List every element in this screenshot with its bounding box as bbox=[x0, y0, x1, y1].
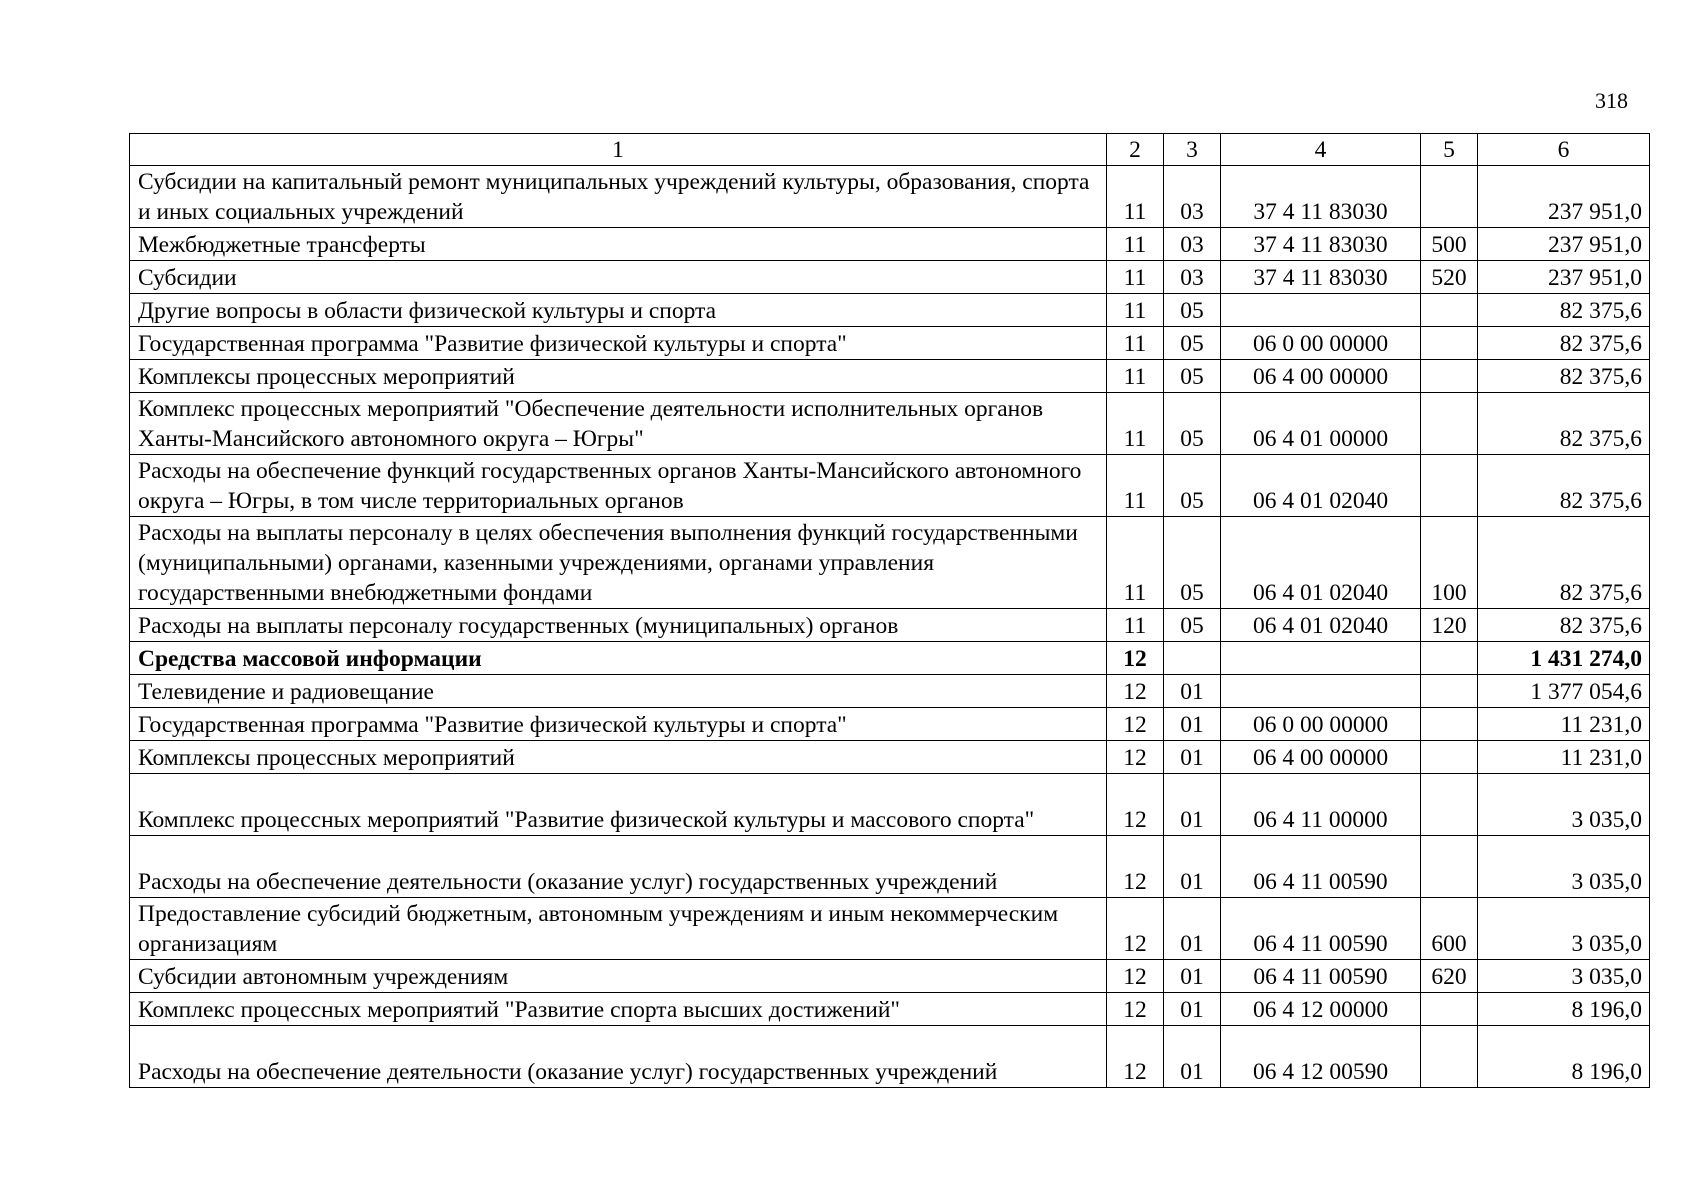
table-row bbox=[130, 960, 1650, 993]
target-article-code-cell bbox=[1221, 675, 1421, 708]
section-code-cell: 12 bbox=[1107, 993, 1164, 1026]
item-name-cell: Комплекс процессных мероприятий "Обеспечение деятельности исполнительных органов Ханты-Мансийского автономного округа – Югры" bbox=[130, 393, 1107, 455]
section-code-cell: 12 bbox=[1107, 1026, 1164, 1088]
table-row bbox=[130, 360, 1650, 393]
expense-type-code-cell: 520 bbox=[1421, 261, 1478, 294]
section-code-cell: 12 bbox=[1107, 741, 1164, 774]
page-number: 318 bbox=[1595, 88, 1628, 113]
subsection-code-cell: 05 bbox=[1164, 294, 1221, 327]
subsection-code-cell: 01 bbox=[1164, 741, 1221, 774]
expense-type-code-cell bbox=[1421, 642, 1478, 675]
header-col-1: 1 bbox=[130, 134, 1107, 166]
amount-cell: 8 196,0 bbox=[1478, 993, 1650, 1026]
target-article-code-cell: 37 4 11 83030 bbox=[1221, 228, 1421, 261]
item-name-cell: Государственная программа "Развитие физической культуры и спорта" bbox=[130, 327, 1107, 360]
subsection-code-cell: 01 bbox=[1164, 1026, 1221, 1088]
subsection-code-cell: 01 bbox=[1164, 675, 1221, 708]
amount-cell: 8 196,0 bbox=[1478, 1026, 1650, 1088]
item-name-cell: Комплексы процессных мероприятий bbox=[130, 741, 1107, 774]
header-col-3: 3 bbox=[1164, 134, 1221, 166]
amount-cell: 3 035,0 bbox=[1478, 774, 1650, 836]
section-code-cell: 12 bbox=[1107, 960, 1164, 993]
section-code-cell: 11 bbox=[1107, 360, 1164, 393]
target-article-code-cell: 06 4 11 00590 bbox=[1221, 898, 1421, 960]
item-name-cell: Государственная программа "Развитие физической культуры и спорта" bbox=[130, 708, 1107, 741]
amount-cell: 1 377 054,6 bbox=[1478, 675, 1650, 708]
amount-cell: 82 375,6 bbox=[1478, 393, 1650, 455]
subsection-code-cell: 01 bbox=[1164, 960, 1221, 993]
expense-type-code-cell bbox=[1421, 294, 1478, 327]
table-row bbox=[130, 455, 1650, 517]
section-code-cell: 11 bbox=[1107, 327, 1164, 360]
section-code-cell: 11 bbox=[1107, 609, 1164, 642]
amount-cell: 82 375,6 bbox=[1478, 609, 1650, 642]
target-article-code-cell: 06 4 11 00590 bbox=[1221, 836, 1421, 898]
subsection-code-cell: 01 bbox=[1164, 836, 1221, 898]
item-name-cell: Расходы на выплаты персоналу в целях обеспечения выполнения функций государственными (муниципальными) органами, казенными учреждениями, органами управления государственными внебюджетными фондами bbox=[130, 517, 1107, 609]
amount-cell: 3 035,0 bbox=[1478, 836, 1650, 898]
expense-type-code-cell bbox=[1421, 836, 1478, 898]
item-name-cell: Расходы на обеспечение деятельности (оказание услуг) государственных учреждений bbox=[130, 836, 1107, 898]
table-body bbox=[130, 166, 1650, 1088]
header-col-4: 4 bbox=[1221, 134, 1421, 166]
item-name-cell: Средства массовой информации bbox=[130, 642, 1107, 675]
table-row bbox=[130, 993, 1650, 1026]
section-code-cell: 11 bbox=[1107, 294, 1164, 327]
subsection-code-cell: 01 bbox=[1164, 774, 1221, 836]
subsection-code-cell: 01 bbox=[1164, 993, 1221, 1026]
header-row bbox=[130, 134, 1650, 166]
expense-type-code-cell: 620 bbox=[1421, 960, 1478, 993]
target-article-code-cell: 06 4 01 02040 bbox=[1221, 455, 1421, 517]
item-name-cell: Субсидии bbox=[130, 261, 1107, 294]
expense-type-code-cell bbox=[1421, 1026, 1478, 1088]
amount-cell: 237 951,0 bbox=[1478, 166, 1650, 228]
expense-type-code-cell bbox=[1421, 741, 1478, 774]
subsection-code-cell: 05 bbox=[1164, 327, 1221, 360]
subsection-code-cell: 05 bbox=[1164, 517, 1221, 609]
table-row bbox=[130, 228, 1650, 261]
table-row bbox=[130, 517, 1650, 609]
expense-type-code-cell: 500 bbox=[1421, 228, 1478, 261]
section-code-cell: 11 bbox=[1107, 228, 1164, 261]
target-article-code-cell: 06 0 00 00000 bbox=[1221, 708, 1421, 741]
header-col-6: 6 bbox=[1478, 134, 1650, 166]
expense-type-code-cell bbox=[1421, 774, 1478, 836]
table-row bbox=[130, 166, 1650, 228]
target-article-code-cell: 06 4 01 02040 bbox=[1221, 609, 1421, 642]
item-name-cell: Расходы на обеспечение функций государственных органов Ханты-Мансийского автономного округа – Югры, в том числе территориальных органов bbox=[130, 455, 1107, 517]
item-name-cell: Комплексы процессных мероприятий bbox=[130, 360, 1107, 393]
section-code-cell: 11 bbox=[1107, 517, 1164, 609]
section-code-cell: 12 bbox=[1107, 836, 1164, 898]
item-name-cell: Расходы на обеспечение деятельности (оказание услуг) государственных учреждений bbox=[130, 1026, 1107, 1088]
budget-table bbox=[129, 133, 1650, 1088]
item-name-cell: Комплекс процессных мероприятий "Развитие спорта высших достижений" bbox=[130, 993, 1107, 1026]
target-article-code-cell: 06 4 01 00000 bbox=[1221, 393, 1421, 455]
section-code-cell: 12 bbox=[1107, 898, 1164, 960]
subsection-code-cell: 05 bbox=[1164, 393, 1221, 455]
item-name-cell: Телевидение и радиовещание bbox=[130, 675, 1107, 708]
subsection-code-cell: 01 bbox=[1164, 708, 1221, 741]
section-code-cell: 12 bbox=[1107, 708, 1164, 741]
table-row bbox=[130, 294, 1650, 327]
item-name-cell: Другие вопросы в области физической культуры и спорта bbox=[130, 294, 1107, 327]
item-name-cell: Предоставление субсидий бюджетным, автономным учреждениям и иным некоммерческим организациям bbox=[130, 898, 1107, 960]
item-name-cell: Комплекс процессных мероприятий "Развитие физической культуры и массового спорта" bbox=[130, 774, 1107, 836]
target-article-code-cell: 06 0 00 00000 bbox=[1221, 327, 1421, 360]
subsection-code-cell bbox=[1164, 642, 1221, 675]
subsection-code-cell: 03 bbox=[1164, 261, 1221, 294]
target-article-code-cell: 06 4 12 00590 bbox=[1221, 1026, 1421, 1088]
amount-cell: 3 035,0 bbox=[1478, 960, 1650, 993]
table-row bbox=[130, 675, 1650, 708]
amount-cell: 1 431 274,0 bbox=[1478, 642, 1650, 675]
table-row bbox=[130, 642, 1650, 675]
amount-cell: 82 375,6 bbox=[1478, 327, 1650, 360]
item-name-cell: Субсидии на капитальный ремонт муниципальных учреждений культуры, образования, спорта и иных социальных учреждений bbox=[130, 166, 1107, 228]
target-article-code-cell: 06 4 00 00000 bbox=[1221, 360, 1421, 393]
section-code-cell: 11 bbox=[1107, 393, 1164, 455]
target-article-code-cell: 06 4 11 00590 bbox=[1221, 960, 1421, 993]
target-article-code-cell: 06 4 01 02040 bbox=[1221, 517, 1421, 609]
table-row bbox=[130, 898, 1650, 960]
table-row bbox=[130, 327, 1650, 360]
section-code-cell: 11 bbox=[1107, 261, 1164, 294]
expense-type-code-cell bbox=[1421, 708, 1478, 741]
amount-cell: 82 375,6 bbox=[1478, 360, 1650, 393]
subsection-code-cell: 05 bbox=[1164, 455, 1221, 517]
target-article-code-cell bbox=[1221, 642, 1421, 675]
subsection-code-cell: 01 bbox=[1164, 898, 1221, 960]
item-name-cell: Субсидии автономным учреждениям bbox=[130, 960, 1107, 993]
amount-cell: 11 231,0 bbox=[1478, 708, 1650, 741]
amount-cell: 82 375,6 bbox=[1478, 517, 1650, 609]
table-row bbox=[130, 261, 1650, 294]
section-code-cell: 12 bbox=[1107, 675, 1164, 708]
amount-cell: 237 951,0 bbox=[1478, 261, 1650, 294]
target-article-code-cell: 06 4 11 00000 bbox=[1221, 774, 1421, 836]
expense-type-code-cell bbox=[1421, 675, 1478, 708]
table-row bbox=[130, 741, 1650, 774]
table-row bbox=[130, 774, 1650, 836]
table-row bbox=[130, 1026, 1650, 1088]
header-col-2: 2 bbox=[1107, 134, 1164, 166]
target-article-code-cell: 37 4 11 83030 bbox=[1221, 261, 1421, 294]
expense-type-code-cell: 600 bbox=[1421, 898, 1478, 960]
expense-type-code-cell: 100 bbox=[1421, 517, 1478, 609]
expense-type-code-cell: 120 bbox=[1421, 609, 1478, 642]
subsection-code-cell: 05 bbox=[1164, 360, 1221, 393]
subsection-code-cell: 03 bbox=[1164, 166, 1221, 228]
table-row bbox=[130, 609, 1650, 642]
expense-type-code-cell bbox=[1421, 327, 1478, 360]
amount-cell: 237 951,0 bbox=[1478, 228, 1650, 261]
subsection-code-cell: 05 bbox=[1164, 609, 1221, 642]
target-article-code-cell: 37 4 11 83030 bbox=[1221, 166, 1421, 228]
target-article-code-cell: 06 4 00 00000 bbox=[1221, 741, 1421, 774]
expense-type-code-cell bbox=[1421, 393, 1478, 455]
item-name-cell: Межбюджетные трансферты bbox=[130, 228, 1107, 261]
table-row bbox=[130, 708, 1650, 741]
item-name-cell: Расходы на выплаты персоналу государственных (муниципальных) органов bbox=[130, 609, 1107, 642]
amount-cell: 82 375,6 bbox=[1478, 455, 1650, 517]
expense-type-code-cell bbox=[1421, 993, 1478, 1026]
section-code-cell: 12 bbox=[1107, 642, 1164, 675]
header-col-5: 5 bbox=[1421, 134, 1478, 166]
section-code-cell: 12 bbox=[1107, 774, 1164, 836]
target-article-code-cell: 06 4 12 00000 bbox=[1221, 993, 1421, 1026]
amount-cell: 3 035,0 bbox=[1478, 898, 1650, 960]
expense-type-code-cell bbox=[1421, 166, 1478, 228]
amount-cell: 82 375,6 bbox=[1478, 294, 1650, 327]
table-row bbox=[130, 393, 1650, 455]
expense-type-code-cell bbox=[1421, 360, 1478, 393]
target-article-code-cell bbox=[1221, 294, 1421, 327]
section-code-cell: 11 bbox=[1107, 166, 1164, 228]
table-row bbox=[130, 836, 1650, 898]
section-code-cell: 11 bbox=[1107, 455, 1164, 517]
subsection-code-cell: 03 bbox=[1164, 228, 1221, 261]
expense-type-code-cell bbox=[1421, 455, 1478, 517]
amount-cell: 11 231,0 bbox=[1478, 741, 1650, 774]
